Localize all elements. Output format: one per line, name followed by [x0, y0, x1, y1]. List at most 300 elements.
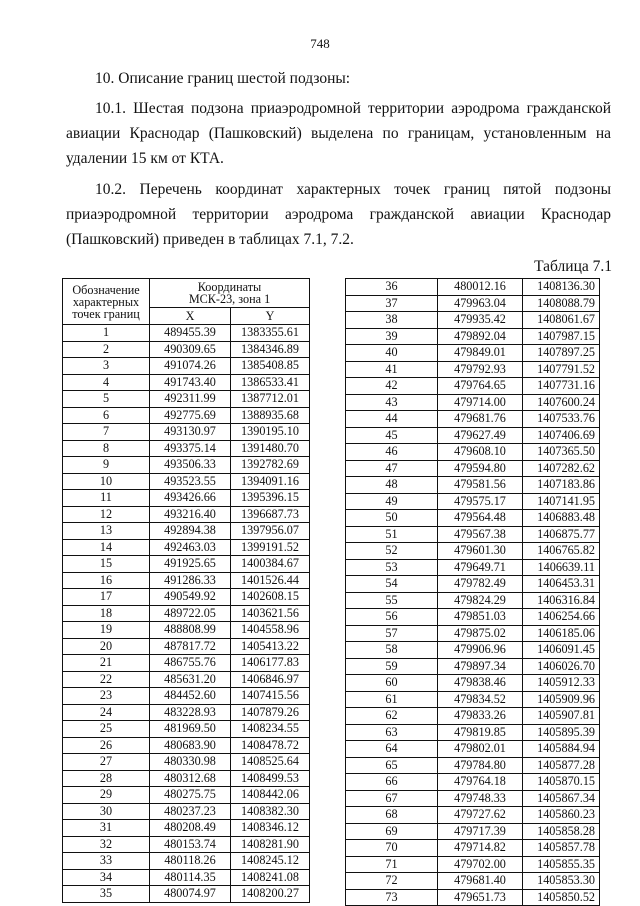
- point-number-cell: 5: [63, 391, 150, 408]
- x-coordinate-cell: 483228.93: [150, 704, 231, 721]
- table-row: [63, 605, 310, 622]
- table-caption: Таблица 7.1: [534, 258, 612, 275]
- point-number-cell: 58: [346, 642, 438, 659]
- x-coordinate-cell: 480153.74: [150, 836, 231, 853]
- section-heading: 10. Описание границ шестой подзоны:: [95, 70, 351, 87]
- y-coordinate-cell: 1407879.26: [231, 704, 310, 721]
- table-row: [346, 675, 600, 692]
- paragraph-10-1-line-2: авиации Краснодар (Пашковский) выделена по границам, установленным на: [66, 125, 611, 142]
- x-coordinate-cell: 484452.60: [150, 688, 231, 705]
- x-coordinate-cell: 479727.62: [438, 807, 523, 824]
- x-coordinate-cell: 479851.03: [438, 609, 523, 626]
- y-coordinate-cell: 1384346.89: [231, 341, 310, 358]
- point-number-cell: 53: [346, 559, 438, 576]
- paragraph-10-2-line-3: (Пашковский) приведен в таблицах 7.1, 7.2.: [66, 231, 354, 248]
- y-coordinate-cell: 1387712.01: [231, 391, 310, 408]
- y-coordinate-cell: 1408442.06: [231, 787, 310, 804]
- x-coordinate-cell: 479824.29: [438, 592, 523, 609]
- y-coordinate-cell: 1405912.33: [523, 675, 600, 692]
- x-coordinate-cell: 493523.55: [150, 473, 231, 490]
- table-row: [63, 754, 310, 771]
- point-number-cell: 16: [63, 572, 150, 589]
- point-number-cell: 9: [63, 457, 150, 474]
- point-number-cell: 61: [346, 691, 438, 708]
- point-number-cell: 18: [63, 605, 150, 622]
- point-number-cell: 63: [346, 724, 438, 741]
- table-row: [63, 737, 310, 754]
- x-coordinate-cell: 479764.18: [438, 774, 523, 791]
- table-row: [346, 427, 600, 444]
- paragraph-10-2-line-2: приаэродромной территории аэродрома гражданской авиации Краснодар: [66, 206, 611, 223]
- table-row: [346, 757, 600, 774]
- y-coordinate-cell: 1405858.28: [523, 823, 600, 840]
- table-row: [63, 787, 310, 804]
- table-row: [346, 592, 600, 609]
- x-coordinate-cell: 479575.17: [438, 493, 523, 510]
- table-row: [63, 473, 310, 490]
- table-right-body: [346, 279, 600, 906]
- x-coordinate-cell: 493426.66: [150, 490, 231, 507]
- table-row: [346, 873, 600, 890]
- y-coordinate-cell: 1408200.27: [231, 886, 310, 903]
- x-coordinate-cell: 491074.26: [150, 358, 231, 375]
- point-number-cell: 21: [63, 655, 150, 672]
- table-row: [346, 477, 600, 494]
- x-coordinate-cell: 480208.49: [150, 820, 231, 837]
- x-coordinate-cell: 479601.30: [438, 543, 523, 560]
- table-row: [63, 622, 310, 639]
- y-coordinate-cell: 1406453.31: [523, 576, 600, 593]
- y-coordinate-cell: 1408382.30: [231, 803, 310, 820]
- point-number-cell: 65: [346, 757, 438, 774]
- header-point-designation: [63, 279, 150, 325]
- x-coordinate-cell: 479714.00: [438, 394, 523, 411]
- table-row: [63, 704, 310, 721]
- x-coordinate-cell: 479892.04: [438, 328, 523, 345]
- point-number-cell: 43: [346, 394, 438, 411]
- y-coordinate-cell: 1404558.96: [231, 622, 310, 639]
- table-row: [63, 572, 310, 589]
- point-number-cell: 7: [63, 424, 150, 441]
- table-row: [346, 889, 600, 906]
- x-coordinate-cell: 479594.80: [438, 460, 523, 477]
- y-coordinate-cell: 1407897.25: [523, 345, 600, 362]
- x-coordinate-cell: 479792.93: [438, 361, 523, 378]
- table-row: [346, 444, 600, 461]
- y-coordinate-cell: 1390195.10: [231, 424, 310, 441]
- table-row: [346, 823, 600, 840]
- x-coordinate-cell: 479834.52: [438, 691, 523, 708]
- table-row: [346, 642, 600, 659]
- table-row: [63, 539, 310, 556]
- table-row: [63, 523, 310, 540]
- table-row: [63, 440, 310, 457]
- y-coordinate-cell: 1406091.45: [523, 642, 600, 659]
- table-row: [346, 411, 600, 428]
- point-number-cell: 6: [63, 407, 150, 424]
- point-number-cell: 57: [346, 625, 438, 642]
- table-row: [346, 691, 600, 708]
- table-row: [346, 543, 600, 560]
- y-coordinate-cell: 1399191.52: [231, 539, 310, 556]
- paragraph-10-2-line-1: 10.2. Перечень координат характерных точек границ пятой подзоны: [95, 181, 611, 198]
- point-number-cell: 33: [63, 853, 150, 870]
- paragraph-10-1-line-1: 10.1. Шестая подзона приаэродромной территории аэродрома гражданской: [95, 100, 611, 117]
- point-number-cell: 14: [63, 539, 150, 556]
- point-number-cell: 55: [346, 592, 438, 609]
- point-number-cell: 30: [63, 803, 150, 820]
- table-row: [63, 589, 310, 606]
- table-row: [346, 378, 600, 395]
- x-coordinate-cell: 479802.01: [438, 741, 523, 758]
- y-coordinate-cell: 1401526.44: [231, 572, 310, 589]
- table-row: [346, 526, 600, 543]
- x-coordinate-cell: 479849.01: [438, 345, 523, 362]
- y-coordinate-cell: 1406026.70: [523, 658, 600, 675]
- table-row: [63, 506, 310, 523]
- x-coordinate-cell: 479935.42: [438, 312, 523, 329]
- table-row: [346, 840, 600, 857]
- point-number-cell: 24: [63, 704, 150, 721]
- x-coordinate-cell: 479838.46: [438, 675, 523, 692]
- header-coordinates-line-2: МСК-23, зона 1: [188, 292, 271, 306]
- y-coordinate-cell: 1405895.39: [523, 724, 600, 741]
- table-row: [63, 374, 310, 391]
- x-coordinate-cell: 492463.03: [150, 539, 231, 556]
- table-row: [63, 391, 310, 408]
- y-coordinate-cell: 1400384.67: [231, 556, 310, 573]
- y-coordinate-cell: 1406875.77: [523, 526, 600, 543]
- y-coordinate-cell: 1408088.79: [523, 295, 600, 312]
- x-coordinate-cell: 480012.16: [438, 279, 523, 296]
- point-number-cell: 19: [63, 622, 150, 639]
- y-coordinate-cell: 1405857.78: [523, 840, 600, 857]
- y-coordinate-cell: 1405907.81: [523, 708, 600, 725]
- point-number-cell: 41: [346, 361, 438, 378]
- x-coordinate-cell: 479764.65: [438, 378, 523, 395]
- x-coordinate-cell: 487817.72: [150, 638, 231, 655]
- y-coordinate-cell: 1407406.69: [523, 427, 600, 444]
- table-row: [346, 856, 600, 873]
- point-number-cell: 73: [346, 889, 438, 906]
- y-coordinate-cell: 1408346.12: [231, 820, 310, 837]
- x-coordinate-cell: 479875.02: [438, 625, 523, 642]
- table-row: [346, 361, 600, 378]
- y-coordinate-cell: 1405860.23: [523, 807, 600, 824]
- x-coordinate-cell: 479782.49: [438, 576, 523, 593]
- point-number-cell: 64: [346, 741, 438, 758]
- y-coordinate-cell: 1405877.28: [523, 757, 600, 774]
- y-coordinate-cell: 1407282.62: [523, 460, 600, 477]
- point-number-cell: 27: [63, 754, 150, 771]
- y-coordinate-cell: 1407183.86: [523, 477, 600, 494]
- header-y: Y: [231, 308, 310, 325]
- point-number-cell: 38: [346, 312, 438, 329]
- table-row: [346, 658, 600, 675]
- table-row: [346, 295, 600, 312]
- y-coordinate-cell: 1408234.55: [231, 721, 310, 738]
- point-number-cell: 69: [346, 823, 438, 840]
- y-coordinate-cell: 1406177.83: [231, 655, 310, 672]
- point-number-cell: 8: [63, 440, 150, 457]
- point-number-cell: 44: [346, 411, 438, 428]
- x-coordinate-cell: 479897.34: [438, 658, 523, 675]
- y-coordinate-cell: 1406883.48: [523, 510, 600, 527]
- y-coordinate-cell: 1407365.50: [523, 444, 600, 461]
- x-coordinate-cell: 479819.85: [438, 724, 523, 741]
- point-number-cell: 70: [346, 840, 438, 857]
- header-point-line-1: Обозначение: [72, 282, 140, 297]
- x-coordinate-cell: 491743.40: [150, 374, 231, 391]
- x-coordinate-cell: 493216.40: [150, 506, 231, 523]
- table-row: [63, 671, 310, 688]
- point-number-cell: 35: [63, 886, 150, 903]
- point-number-cell: 46: [346, 444, 438, 461]
- table-row: [63, 407, 310, 424]
- header-x: X: [150, 308, 231, 325]
- x-coordinate-cell: 479567.38: [438, 526, 523, 543]
- x-coordinate-cell: 485631.20: [150, 671, 231, 688]
- y-coordinate-cell: 1407600.24: [523, 394, 600, 411]
- x-coordinate-cell: 480312.68: [150, 770, 231, 787]
- table-row: [63, 457, 310, 474]
- point-number-cell: 47: [346, 460, 438, 477]
- y-coordinate-cell: 1406185.06: [523, 625, 600, 642]
- x-coordinate-cell: 492775.69: [150, 407, 231, 424]
- page-number: 748: [310, 36, 330, 51]
- point-number-cell: 17: [63, 589, 150, 606]
- header-coordinates: [150, 279, 310, 308]
- table-row: [63, 820, 310, 837]
- header-point-line-2: характерных: [72, 294, 140, 309]
- x-coordinate-cell: 491925.65: [150, 556, 231, 573]
- point-number-cell: 31: [63, 820, 150, 837]
- x-coordinate-cell: 480275.75: [150, 787, 231, 804]
- x-coordinate-cell: 479581.56: [438, 477, 523, 494]
- point-number-cell: 50: [346, 510, 438, 527]
- x-coordinate-cell: 491286.33: [150, 572, 231, 589]
- x-coordinate-cell: 480118.26: [150, 853, 231, 870]
- x-coordinate-cell: 481969.50: [150, 721, 231, 738]
- point-number-cell: 13: [63, 523, 150, 540]
- paragraph-10-1-line-3: удалении 15 км от КТА.: [66, 150, 224, 167]
- table-row: [63, 358, 310, 375]
- x-coordinate-cell: 493375.14: [150, 440, 231, 457]
- point-number-cell: 62: [346, 708, 438, 725]
- y-coordinate-cell: 1383355.61: [231, 325, 310, 342]
- x-coordinate-cell: 479649.71: [438, 559, 523, 576]
- y-coordinate-cell: 1405909.96: [523, 691, 600, 708]
- table-row: [346, 576, 600, 593]
- table-row: [346, 312, 600, 329]
- table-row: [346, 807, 600, 824]
- y-coordinate-cell: 1407791.52: [523, 361, 600, 378]
- y-coordinate-cell: 1395396.15: [231, 490, 310, 507]
- table-row: [346, 279, 600, 296]
- x-coordinate-cell: 492311.99: [150, 391, 231, 408]
- table-row: [346, 493, 600, 510]
- point-number-cell: 28: [63, 770, 150, 787]
- y-coordinate-cell: 1407141.95: [523, 493, 600, 510]
- y-coordinate-cell: 1406316.84: [523, 592, 600, 609]
- y-coordinate-cell: 1408061.67: [523, 312, 600, 329]
- point-number-cell: 51: [346, 526, 438, 543]
- table-row: [346, 708, 600, 725]
- table-row: [346, 510, 600, 527]
- point-number-cell: 11: [63, 490, 150, 507]
- table-row: [63, 886, 310, 903]
- table-row: [63, 803, 310, 820]
- x-coordinate-cell: 490309.65: [150, 341, 231, 358]
- y-coordinate-cell: 1408136.30: [523, 279, 600, 296]
- y-coordinate-cell: 1397956.07: [231, 523, 310, 540]
- x-coordinate-cell: 490549.92: [150, 589, 231, 606]
- x-coordinate-cell: 479681.76: [438, 411, 523, 428]
- y-coordinate-cell: 1405850.52: [523, 889, 600, 906]
- point-number-cell: 23: [63, 688, 150, 705]
- y-coordinate-cell: 1407415.56: [231, 688, 310, 705]
- table-row: [63, 638, 310, 655]
- y-coordinate-cell: 1408241.08: [231, 869, 310, 886]
- y-coordinate-cell: 1386533.41: [231, 374, 310, 391]
- point-number-cell: 48: [346, 477, 438, 494]
- table-row: [63, 721, 310, 738]
- y-coordinate-cell: 1394091.16: [231, 473, 310, 490]
- point-number-cell: 39: [346, 328, 438, 345]
- table-row: [63, 688, 310, 705]
- point-number-cell: 20: [63, 638, 150, 655]
- x-coordinate-cell: 480683.90: [150, 737, 231, 754]
- y-coordinate-cell: 1388935.68: [231, 407, 310, 424]
- point-number-cell: 1: [63, 325, 150, 342]
- coordinates-table-left: [62, 278, 310, 903]
- point-number-cell: 52: [346, 543, 438, 560]
- y-coordinate-cell: 1405853.30: [523, 873, 600, 890]
- table-row: [346, 774, 600, 791]
- point-number-cell: 22: [63, 671, 150, 688]
- point-number-cell: 42: [346, 378, 438, 395]
- y-coordinate-cell: 1408478.72: [231, 737, 310, 754]
- x-coordinate-cell: 479651.73: [438, 889, 523, 906]
- y-coordinate-cell: 1406846.97: [231, 671, 310, 688]
- point-number-cell: 10: [63, 473, 150, 490]
- y-coordinate-cell: 1405884.94: [523, 741, 600, 758]
- y-coordinate-cell: 1403621.56: [231, 605, 310, 622]
- table-row: [63, 424, 310, 441]
- y-coordinate-cell: 1406254.66: [523, 609, 600, 626]
- x-coordinate-cell: 489455.39: [150, 325, 231, 342]
- table-row: [346, 724, 600, 741]
- table-row: [346, 345, 600, 362]
- x-coordinate-cell: 480330.98: [150, 754, 231, 771]
- point-number-cell: 72: [346, 873, 438, 890]
- x-coordinate-cell: 479714.82: [438, 840, 523, 857]
- point-number-cell: 3: [63, 358, 150, 375]
- point-number-cell: 45: [346, 427, 438, 444]
- header-point-line-3: точек границ: [72, 306, 140, 321]
- point-number-cell: 67: [346, 790, 438, 807]
- y-coordinate-cell: 1405855.35: [523, 856, 600, 873]
- point-number-cell: 34: [63, 869, 150, 886]
- point-number-cell: 66: [346, 774, 438, 791]
- point-number-cell: 59: [346, 658, 438, 675]
- point-number-cell: 71: [346, 856, 438, 873]
- x-coordinate-cell: 479608.10: [438, 444, 523, 461]
- point-number-cell: 54: [346, 576, 438, 593]
- table-row: [63, 341, 310, 358]
- y-coordinate-cell: 1396687.73: [231, 506, 310, 523]
- point-number-cell: 26: [63, 737, 150, 754]
- y-coordinate-cell: 1407533.76: [523, 411, 600, 428]
- x-coordinate-cell: 492894.38: [150, 523, 231, 540]
- x-coordinate-cell: 479906.96: [438, 642, 523, 659]
- y-coordinate-cell: 1402608.15: [231, 589, 310, 606]
- y-coordinate-cell: 1408499.53: [231, 770, 310, 787]
- table-row: [346, 460, 600, 477]
- table-row: [63, 853, 310, 870]
- table-row: [346, 790, 600, 807]
- point-number-cell: 4: [63, 374, 150, 391]
- point-number-cell: 60: [346, 675, 438, 692]
- y-coordinate-cell: 1408245.12: [231, 853, 310, 870]
- table-row: [63, 836, 310, 853]
- x-coordinate-cell: 480114.35: [150, 869, 231, 886]
- x-coordinate-cell: 479963.04: [438, 295, 523, 312]
- point-number-cell: 56: [346, 609, 438, 626]
- x-coordinate-cell: 479833.26: [438, 708, 523, 725]
- x-coordinate-cell: 480074.97: [150, 886, 231, 903]
- point-number-cell: 37: [346, 295, 438, 312]
- y-coordinate-cell: 1405867.34: [523, 790, 600, 807]
- x-coordinate-cell: 479784.80: [438, 757, 523, 774]
- x-coordinate-cell: 479564.48: [438, 510, 523, 527]
- y-coordinate-cell: 1408281.90: [231, 836, 310, 853]
- y-coordinate-cell: 1392782.69: [231, 457, 310, 474]
- table-row: [346, 741, 600, 758]
- point-number-cell: 29: [63, 787, 150, 804]
- point-number-cell: 15: [63, 556, 150, 573]
- y-coordinate-cell: 1385408.85: [231, 358, 310, 375]
- table-row: [346, 328, 600, 345]
- point-number-cell: 12: [63, 506, 150, 523]
- table-row: [346, 394, 600, 411]
- y-coordinate-cell: 1406639.11: [523, 559, 600, 576]
- x-coordinate-cell: 489722.05: [150, 605, 231, 622]
- x-coordinate-cell: 479681.40: [438, 873, 523, 890]
- x-coordinate-cell: 493506.33: [150, 457, 231, 474]
- y-coordinate-cell: 1407987.15: [523, 328, 600, 345]
- point-number-cell: 32: [63, 836, 150, 853]
- table-row: [63, 655, 310, 672]
- table-row: [63, 770, 310, 787]
- x-coordinate-cell: 479627.49: [438, 427, 523, 444]
- x-coordinate-cell: 479717.39: [438, 823, 523, 840]
- table-row: [346, 559, 600, 576]
- header-coordinates-line-1: Координаты: [197, 280, 262, 294]
- y-coordinate-cell: 1405413.22: [231, 638, 310, 655]
- x-coordinate-cell: 488808.99: [150, 622, 231, 639]
- table-row: [63, 556, 310, 573]
- table-row: [346, 625, 600, 642]
- y-coordinate-cell: 1391480.70: [231, 440, 310, 457]
- table-left-body: [63, 325, 310, 903]
- table-row: [346, 609, 600, 626]
- y-coordinate-cell: 1407731.16: [523, 378, 600, 395]
- table-row: [63, 490, 310, 507]
- x-coordinate-cell: 493130.97: [150, 424, 231, 441]
- point-number-cell: 40: [346, 345, 438, 362]
- x-coordinate-cell: 486755.76: [150, 655, 231, 672]
